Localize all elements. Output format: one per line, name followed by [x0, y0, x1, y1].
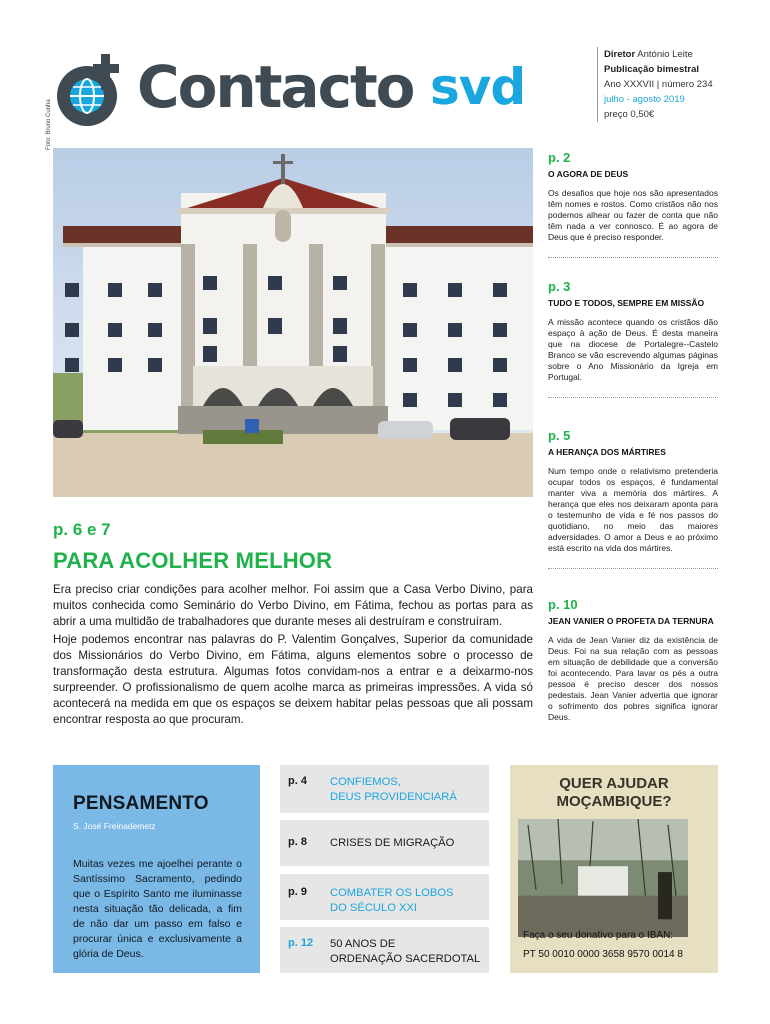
teaser-text: A vida de Jean Vanier diz da existência de Deus. Foi na sua relação com as pessoas em situação de debilidade que a conversão foi acontecendo. Para lavar os pés a outra pessoa é preciso descer dos nossos pedestais. Jean Vanier advertia que ignorar o sofrimento dos pobres significa ignorar Deus.: [548, 635, 718, 722]
issue-info: [597, 47, 747, 122]
globe-cross-icon: [55, 52, 127, 128]
toc-item-p9[interactable]: [280, 874, 489, 920]
teaser-p5[interactable]: [548, 428, 718, 569]
toc-title-line2: ORDENAÇÃO SACERDOTAL: [330, 953, 481, 965]
teaser-text: Os desafios que hoje nos são apresentados têm nomes e rostos. Como cristãos não nos podemos alhear ou fazer de conta que não têm nada a ver connosco. É ao agora de Deus que é preciso responder.: [548, 188, 718, 242]
divider: [548, 568, 718, 569]
teaser-page: p. 2: [548, 150, 571, 165]
toc-page: p. 8: [288, 836, 307, 848]
teaser-headline: JEAN VANIER O PROFETA DA TERNURA: [548, 616, 714, 626]
donation-box: [510, 765, 718, 973]
teaser-page: p. 5: [548, 428, 571, 443]
pensamento-quote: Muitas vezes me ajoelhei perante o Santíssimo Sacramento, pedindo que o Espírito Santo me iluminasse nesta situação tão delicada, a fim de não dar um passo em falso e procurar única e exclusivamente a glória de Deus.: [73, 858, 242, 960]
toc-page: p. 4: [288, 775, 307, 787]
teaser-headline: O AGORA DE DEUS: [548, 169, 629, 179]
teaser-p2[interactable]: [548, 150, 718, 258]
price: preço 0,50€: [604, 109, 655, 120]
article-paragraph: Era preciso criar condições para acolher melhor. Foi assim que a Casa Verbo Divino, para muitos conhecida como Seminário do Verbo Divino, em Fátima, fechou as portas para as abrir a uma multidão de trabalhadores que durante meses ali destruíram e construíram.: [53, 583, 533, 628]
main-headline: PARA ACOLHER MELHOR: [53, 548, 333, 573]
toc-title-line2: DO SÉCULO XXI: [330, 902, 418, 914]
teaser-page: p. 3: [548, 279, 571, 294]
toc-item-p12[interactable]: [280, 927, 489, 973]
main-article-body: [53, 582, 533, 728]
volume: Ano XXXVII | número 234: [604, 79, 713, 90]
frequency: Publicação bimestral: [604, 64, 700, 75]
divider: [548, 397, 718, 398]
teaser-page: p. 10: [548, 597, 578, 612]
director-label: Diretor: [604, 49, 636, 60]
photo-credit: Foto: Bruno Cunha: [46, 99, 52, 150]
teaser-text: A missão acontece quando os cristãos dão espaço à ação de Deus. É desta maneira que na diocese de Portalegre--Castelo Branco se vão escrevendo algumas páginas sobre o Ano Missionário da Igreja em Portugal.: [548, 317, 718, 382]
donation-iban-label: Faça o seu donativo para o IBAN:: [523, 930, 674, 941]
cover-photo: [53, 148, 533, 497]
toc-title-line2: DEUS PROVIDENCIARÁ: [330, 791, 457, 803]
toc-item-p4[interactable]: [280, 765, 489, 813]
teaser-text: Num tempo onde o relativismo pretenderia ocupar todos os espaços, é fundamental manter viva a memória dos mártires. A herança que eles nos deixaram aponta para o testemunho de vida e fé nos passos do quotidiano, no meio das maiores adversidades. O amor a Deus e ao próximo está escrito na vida dos mártires.: [548, 466, 718, 553]
toc-item-p8[interactable]: [280, 820, 489, 866]
donation-title-line1: QUER AJUDAR: [559, 775, 669, 792]
main-page-ref: p. 6 e 7: [53, 520, 111, 539]
director-name: António Leite: [637, 49, 693, 60]
toc-page: p. 12: [288, 937, 314, 949]
toc-title-line1: CRISES DE MIGRAÇÃO: [330, 837, 455, 849]
teaser-p10[interactable]: [548, 597, 718, 723]
pensamento-author: S. José Freinademetz: [73, 821, 156, 831]
masthead-title: Contacto: [137, 53, 414, 121]
toc-title-line1: CONFIEMOS,: [330, 776, 401, 788]
toc-page: p. 9: [288, 886, 307, 898]
masthead-title-suffix: svd: [430, 58, 526, 116]
teaser-p3[interactable]: [548, 279, 718, 398]
teaser-headline: A HERANÇA DOS MÁRTIRES: [548, 447, 666, 457]
mozambique-photo: [518, 819, 688, 937]
masthead-logo: [55, 52, 535, 142]
pensamento-title: PENSAMENTO: [73, 793, 209, 814]
article-paragraph: Hoje podemos encontrar nas palavras do P. Valentim Gonçalves, Superior da comunidade dos Missionários do Verbo Divino, em Fátima, alguns elementos sobre o processo de transformação desta estrutura. Algumas fotos convidam-nos a entrar e a deixarmo-nos surpreender. O profissionalismo de quem acolhe marca as primeiras impressões. A vida só acontecerá na medida em que os espaços se deixem habitar pelas pessoas que ali possam encontrar resposta ao que procuram.: [53, 633, 533, 726]
issue-date: julho - agosto 2019: [604, 94, 685, 105]
teaser-headline: TUDO E TODOS, SEMPRE EM MISSÃO: [548, 298, 705, 308]
pensamento-box: [53, 765, 260, 973]
toc-title-line1: 50 ANOS DE: [330, 938, 396, 950]
donation-title-line2: MOÇAMBIQUE?: [556, 793, 672, 810]
divider: [548, 257, 718, 258]
toc-title-line1: COMBATER OS LOBOS: [330, 887, 454, 899]
donation-iban[interactable]: PT 50 0010 0000 3658 9570 0014 8: [523, 949, 683, 960]
